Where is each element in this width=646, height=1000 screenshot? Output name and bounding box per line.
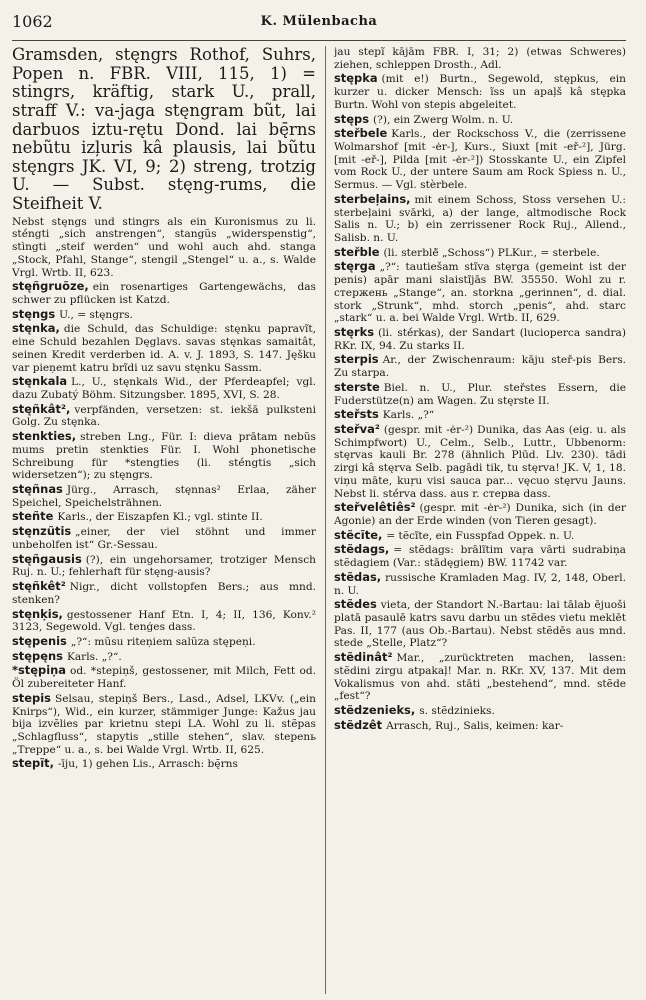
dictionary-entry <box>334 127 626 192</box>
dictionary-entry <box>334 529 626 543</box>
entry-definition: (li. stė́rkas), der Sandart (lucioperca sandra) RKr. IX, 94. Zu starks II. <box>334 326 626 352</box>
dictionary-entry <box>334 423 626 500</box>
entry-definition: od. *stepiņš, gestossener, mit Milch, Fett od. Öl zubereiteter Hanf. <box>12 665 316 691</box>
dictionary-entry <box>334 719 626 733</box>
header-rule <box>12 40 626 41</box>
page-header <box>12 12 626 40</box>
entry-headword: steñte <box>12 509 54 524</box>
dictionary-entry <box>12 757 316 771</box>
dictionary-entry <box>12 375 316 401</box>
dictionary-entry <box>12 553 316 579</box>
dictionary-entry <box>334 704 626 718</box>
dictionary-entry <box>12 525 316 551</box>
dictionary-entry <box>334 246 626 260</box>
entry-definition: (li. sterblė̃ „Schoss“) PLKur., = sterbele. <box>383 246 600 259</box>
dictionary-entry <box>12 635 316 649</box>
entry-headword: stępęns <box>12 648 63 663</box>
entry-headword: stęñnas <box>12 482 63 497</box>
entry-definition: russische Kramladen Mag. IV, 2, 148, Oberl. n. U. <box>334 571 626 597</box>
entry-definition: (mit e!) Burtn., Segewold, stępkus, ein kurzer u. dicker Mensch: ĩss un apaļš kâ stępka Burtn. Wohl von stepis abgeleitet. <box>334 73 626 111</box>
entry-headword: sterpis <box>334 352 379 367</box>
dictionary-entry <box>334 260 626 325</box>
entry-definition: gestossener Hanf Etn. I, 4; II, 136, Konv.² 3123, Segewold. Vgl. tenģes dass. <box>12 608 316 634</box>
entry-headword: stępka <box>334 71 378 86</box>
entry-definition: (gespr. mit -ėr-²) Dunika, das Aas (eig. u. als Schimpfwort) U., Celm., Selb., Luttr., Ubbenorm: stęrvas kauli Br. 278 (ähnlich Plūd. Llv. 230). tādi zirgi kâ stęrva Selb. pagādi tik, tu stęrva! JK. V, 1, 18. viņu māte, kuŗu visi sauca par... vęcuo stęrvu Jauns. Nebst li. stė́rva dass. aus r. стерва dass. <box>334 424 626 500</box>
entry-definition: -īju, 1) gehen Lis., Arrasch: bę̄rns <box>57 758 238 771</box>
entry-definition: Nigr., dicht vollstopfen Bers.; aus mnd. stenken? <box>12 581 316 606</box>
entry-headword: stenkties, <box>12 429 77 444</box>
entry-definition: Karls., der Rockschoss V., die (zerrissene Wolmarshof [mit -ėr-], Kurs., Siuxt [mit -eř-²], Jürg. [mit -eř-], Pilda [mit -ėr-²]) Stosskante U., ein Zipfel vom Rock U., der untere Saum am Rock Spiess n. U., Sermus. — Vgl. stèrbele. <box>334 128 626 192</box>
entry-headword: stẽcĩte, <box>334 527 383 542</box>
dictionary-entry <box>12 510 316 524</box>
entry-headword: stęnka, <box>12 321 60 336</box>
dictionary-entry <box>334 113 626 127</box>
dictionary-entry <box>334 326 626 352</box>
entry-headword: stęps <box>334 111 370 126</box>
dictionary-entry <box>12 216 316 280</box>
left-column <box>12 46 316 994</box>
entry-headword: stepis <box>12 690 51 705</box>
entry-definition: = stẽdags: brālĩtim vaŗa vārti sudrabiņa stẽdagiem (Var.: stādęgiem) BW. 11742 var. <box>334 544 626 570</box>
entry-definition: Karls. „?“. <box>66 650 122 663</box>
column-divider <box>325 46 326 994</box>
entry-headword: stęñkât², <box>12 401 71 416</box>
entry-definition: Mar., „zurücktreten machen, lassen: stẽdini zirgu atpakaļ! Mar. n. RKr. XV, 137. Mit dem Vokalismus von ahd. stāti „bestehend“, mnd. stẽde „fest“? <box>334 652 626 703</box>
entry-definition: = tẽcĩte, ein Fusspfad Oppek. n. U. <box>386 529 575 542</box>
dictionary-entry <box>334 598 626 650</box>
entry-headword: stęrga <box>334 259 376 274</box>
entry-definition: ein rosenartiges Gartengewächs, das schwer zu pflücken ist Katzd. <box>12 281 316 307</box>
entry-definition: Nebst stęngs und stingrs als ein Kuronismus zu li. stė́ngti „sich anstrengen“, stangũs „widerspenstig“, stìngti „steif werden“ und wohl auch ahd. stanga „Stock, Pfahl, Stange“, stengil „Stengel“ u. a., s. Walde Vrgl. Wrtb. II, 623. <box>12 215 316 279</box>
entry-headword: stęñgausis <box>12 551 82 566</box>
entry-headword: sterste <box>334 379 380 394</box>
entry-definition: Jürg., Arrasch, stęnnas² Erlaa, zäher Speichel, Speichelsträhnen. <box>12 484 316 509</box>
entry-definition: „einer, der viel stöhnt und immer unbeholfen ist“ Gr.-Sessau. <box>12 526 316 551</box>
entry-headword: stęñgruõze, <box>12 279 89 294</box>
entry-headword: stęnķis, <box>12 606 63 621</box>
entry-definition: s. stẽdzinieks. <box>419 704 495 717</box>
entry-definition: (gespr. mit -ėr-²) Dunika, sich (in der Agonie) an der Erde winden (von Tieren gesagt). <box>334 502 626 527</box>
entry-headword: stẽdzenieks, <box>334 702 416 717</box>
entry-headword: stẽdags, <box>334 542 390 557</box>
entry-headword: stęñkêt² <box>12 579 66 594</box>
dictionary-entry <box>334 408 626 422</box>
entry-headword: stępenis <box>12 633 67 648</box>
entry-definition: streben Lng., Für. I: dieva prātam nebũs mums pretin stenkties Für. I. Wohl phonetische Schreibung für *stengties (li. stė́ngtis „sich widersetzen“); zu stęngrs. <box>12 431 316 482</box>
dictionary-entry <box>12 280 316 306</box>
entry-headword: stęnkala <box>12 374 68 389</box>
entry-headword: stęngs <box>12 306 56 321</box>
entry-headword: steřvelêtiês² <box>334 500 416 515</box>
entry-definition: Selsau, stepiņš Bers., Lasd., Adsel, LKVv. („ein Knirps“), Wid., ein kurzer, stämmiger Junge: Kažus jau bija izvẽlies par krietnu stepi LA. Wohl zu li. stẽpas „Schlagfluss“, stapytis „stille stehen“, slav. stepenь „Treppe“ u. a., s. bei Walde Vrgl. Wrtb. II, 625. <box>12 692 316 756</box>
entry-headword: steřble <box>334 244 380 259</box>
dictionary-entry <box>12 430 316 482</box>
dictionary-entry <box>12 580 316 606</box>
dictionary-entry <box>12 692 316 757</box>
dictionary-entry <box>12 650 316 664</box>
right-column <box>334 46 626 994</box>
entry-headword: stẽdzêt <box>334 717 383 732</box>
dictionary-entry <box>334 46 626 71</box>
entry-headword: steřbele <box>334 126 388 141</box>
entry-definition: verpfänden, versetzen: st. iekšā pulksteni Golg. Zu stęnka. <box>12 403 316 429</box>
entry-headword: stẽdes <box>334 597 377 612</box>
entry-definition: Arrasch, Ruj., Salis, keimen: kar- <box>386 719 564 732</box>
dictionary-entry <box>12 308 316 322</box>
dictionary-entry <box>334 193 626 245</box>
entry-definition: Gramsden, stęngrs Rothof, Suhrs, Popen n. FBR. VIII, 115, 1) = stingrs, kräftig, stark U., prall, straff V.: va-jaga stęngram bũt, lai darbuos iztu-rętu Dond. lai bę̄rns nebũtu izļuris kâ plausis, lai bũtu stęngrs JK. VI, 9; 2) streng, trotzig U. — Subst. stęng-rums, die Steifheit V. <box>12 46 316 214</box>
dictionary-entry <box>12 608 316 634</box>
entry-headword: *stępiņa <box>12 663 66 678</box>
dictionary-entry <box>334 651 626 703</box>
dictionary-entry <box>12 403 316 429</box>
dictionary-entry <box>12 46 316 214</box>
dictionary-entry <box>334 501 626 527</box>
dictionary-columns <box>12 46 626 994</box>
entry-definition: (?), ein Zwerg Wolm. n. U. <box>373 113 514 126</box>
entry-definition: mit einem Schoss, Stoss versehen U.: sterbeļaini svārki, a) der lange, altmodische Rock Salis n. U.; b) ein zerrissener Rock Ruj., Allend., Salisb. n. U. <box>334 193 626 244</box>
entry-headword: sterbeļains, <box>334 191 411 206</box>
entry-definition: „?“: mũsu riteņiem salũza stępeņi. <box>70 635 256 648</box>
entry-headword: stepĩt, <box>12 756 54 771</box>
page-number: 1062 <box>12 12 53 31</box>
dictionary-entry <box>12 483 316 509</box>
entry-definition: vieta, der Standort N.-Bartau: lai tālab ējuoši platā pasaulē katrs savu darbu un stẽdes vietu meklēt Pas. II, 177 (aus Ob.-Bartau). Nebst stẽdēs aus mnd. stede „Stelle, Platz“? <box>334 599 626 650</box>
running-head: K. Mülenbacha <box>260 14 378 29</box>
dictionary-entry <box>12 664 316 690</box>
dictionary-entry <box>334 571 626 597</box>
dictionary-entry <box>334 381 626 407</box>
entry-definition: Biel. n. U., Plur. steřstes Essern, die Fuderstütze(n) am Wagen. Zu stęrste II. <box>334 381 626 407</box>
entry-headword: steřva² <box>334 422 380 436</box>
entry-definition: L., U., stęnkals Wid., der Pferdeapfel; vgl. dazu Zubatý Böhm. Sitzungsber. 1895, XVI, S. 28. <box>12 376 316 402</box>
dictionary-entry <box>334 72 626 111</box>
entry-headword: stęnzũtis <box>12 524 72 539</box>
entry-definition: Ar., der Zwischenraum: kāju steř-pis Bers. Zu starpa. <box>334 354 626 380</box>
entry-definition: U., = stęngrs. <box>59 308 133 321</box>
entry-definition: die Schuld, das Schuldige: stęnku papravĩt, eine Schuld bezahlen Dęglavs. savas stęnkas samaitât, seinen Kredit verderben id. A. v. J. 1893, S. 147. Jęšku var pieņemt katru brĩdi uz savu stęnku Sassm. <box>12 323 316 374</box>
dictionary-entry <box>334 543 626 569</box>
entry-headword: stęrks <box>334 324 375 339</box>
entry-definition: Karls., der Eiszapfen Kl.; vgl. stinte II. <box>57 511 263 524</box>
entry-headword: stẽdas, <box>334 569 382 584</box>
entry-headword: steřsts <box>334 407 379 422</box>
entry-definition: jau stepĩ kājām FBR. I, 31; 2) (etwas Schweres) ziehen, schleppen Drosth., Adl. <box>334 46 626 71</box>
dictionary-entry <box>334 353 626 379</box>
entry-headword: stẽdinât² <box>334 650 393 665</box>
dictionary-entry <box>12 322 316 374</box>
entry-definition: Karls. „?“ <box>382 409 435 422</box>
entry-definition: „?“: tautiešam stĩva stęrga (gemeint ist der penis) apār mani slaistĩjās BW. 35550. Wohl zu r. стержень „Stange“, an. storkna „gerinnen“, d. dial. stork „Strunk“, mhd. storch „penis“, ahd. starc „stark“ u. a. bei Walde Vrgl. Wrtb. II, 629. <box>334 261 626 325</box>
entry-definition: (?), ein ungehorsamer, trotziger Mensch Ruj. n. U.; fehlerhaft für stęng-ausis? <box>12 553 316 579</box>
